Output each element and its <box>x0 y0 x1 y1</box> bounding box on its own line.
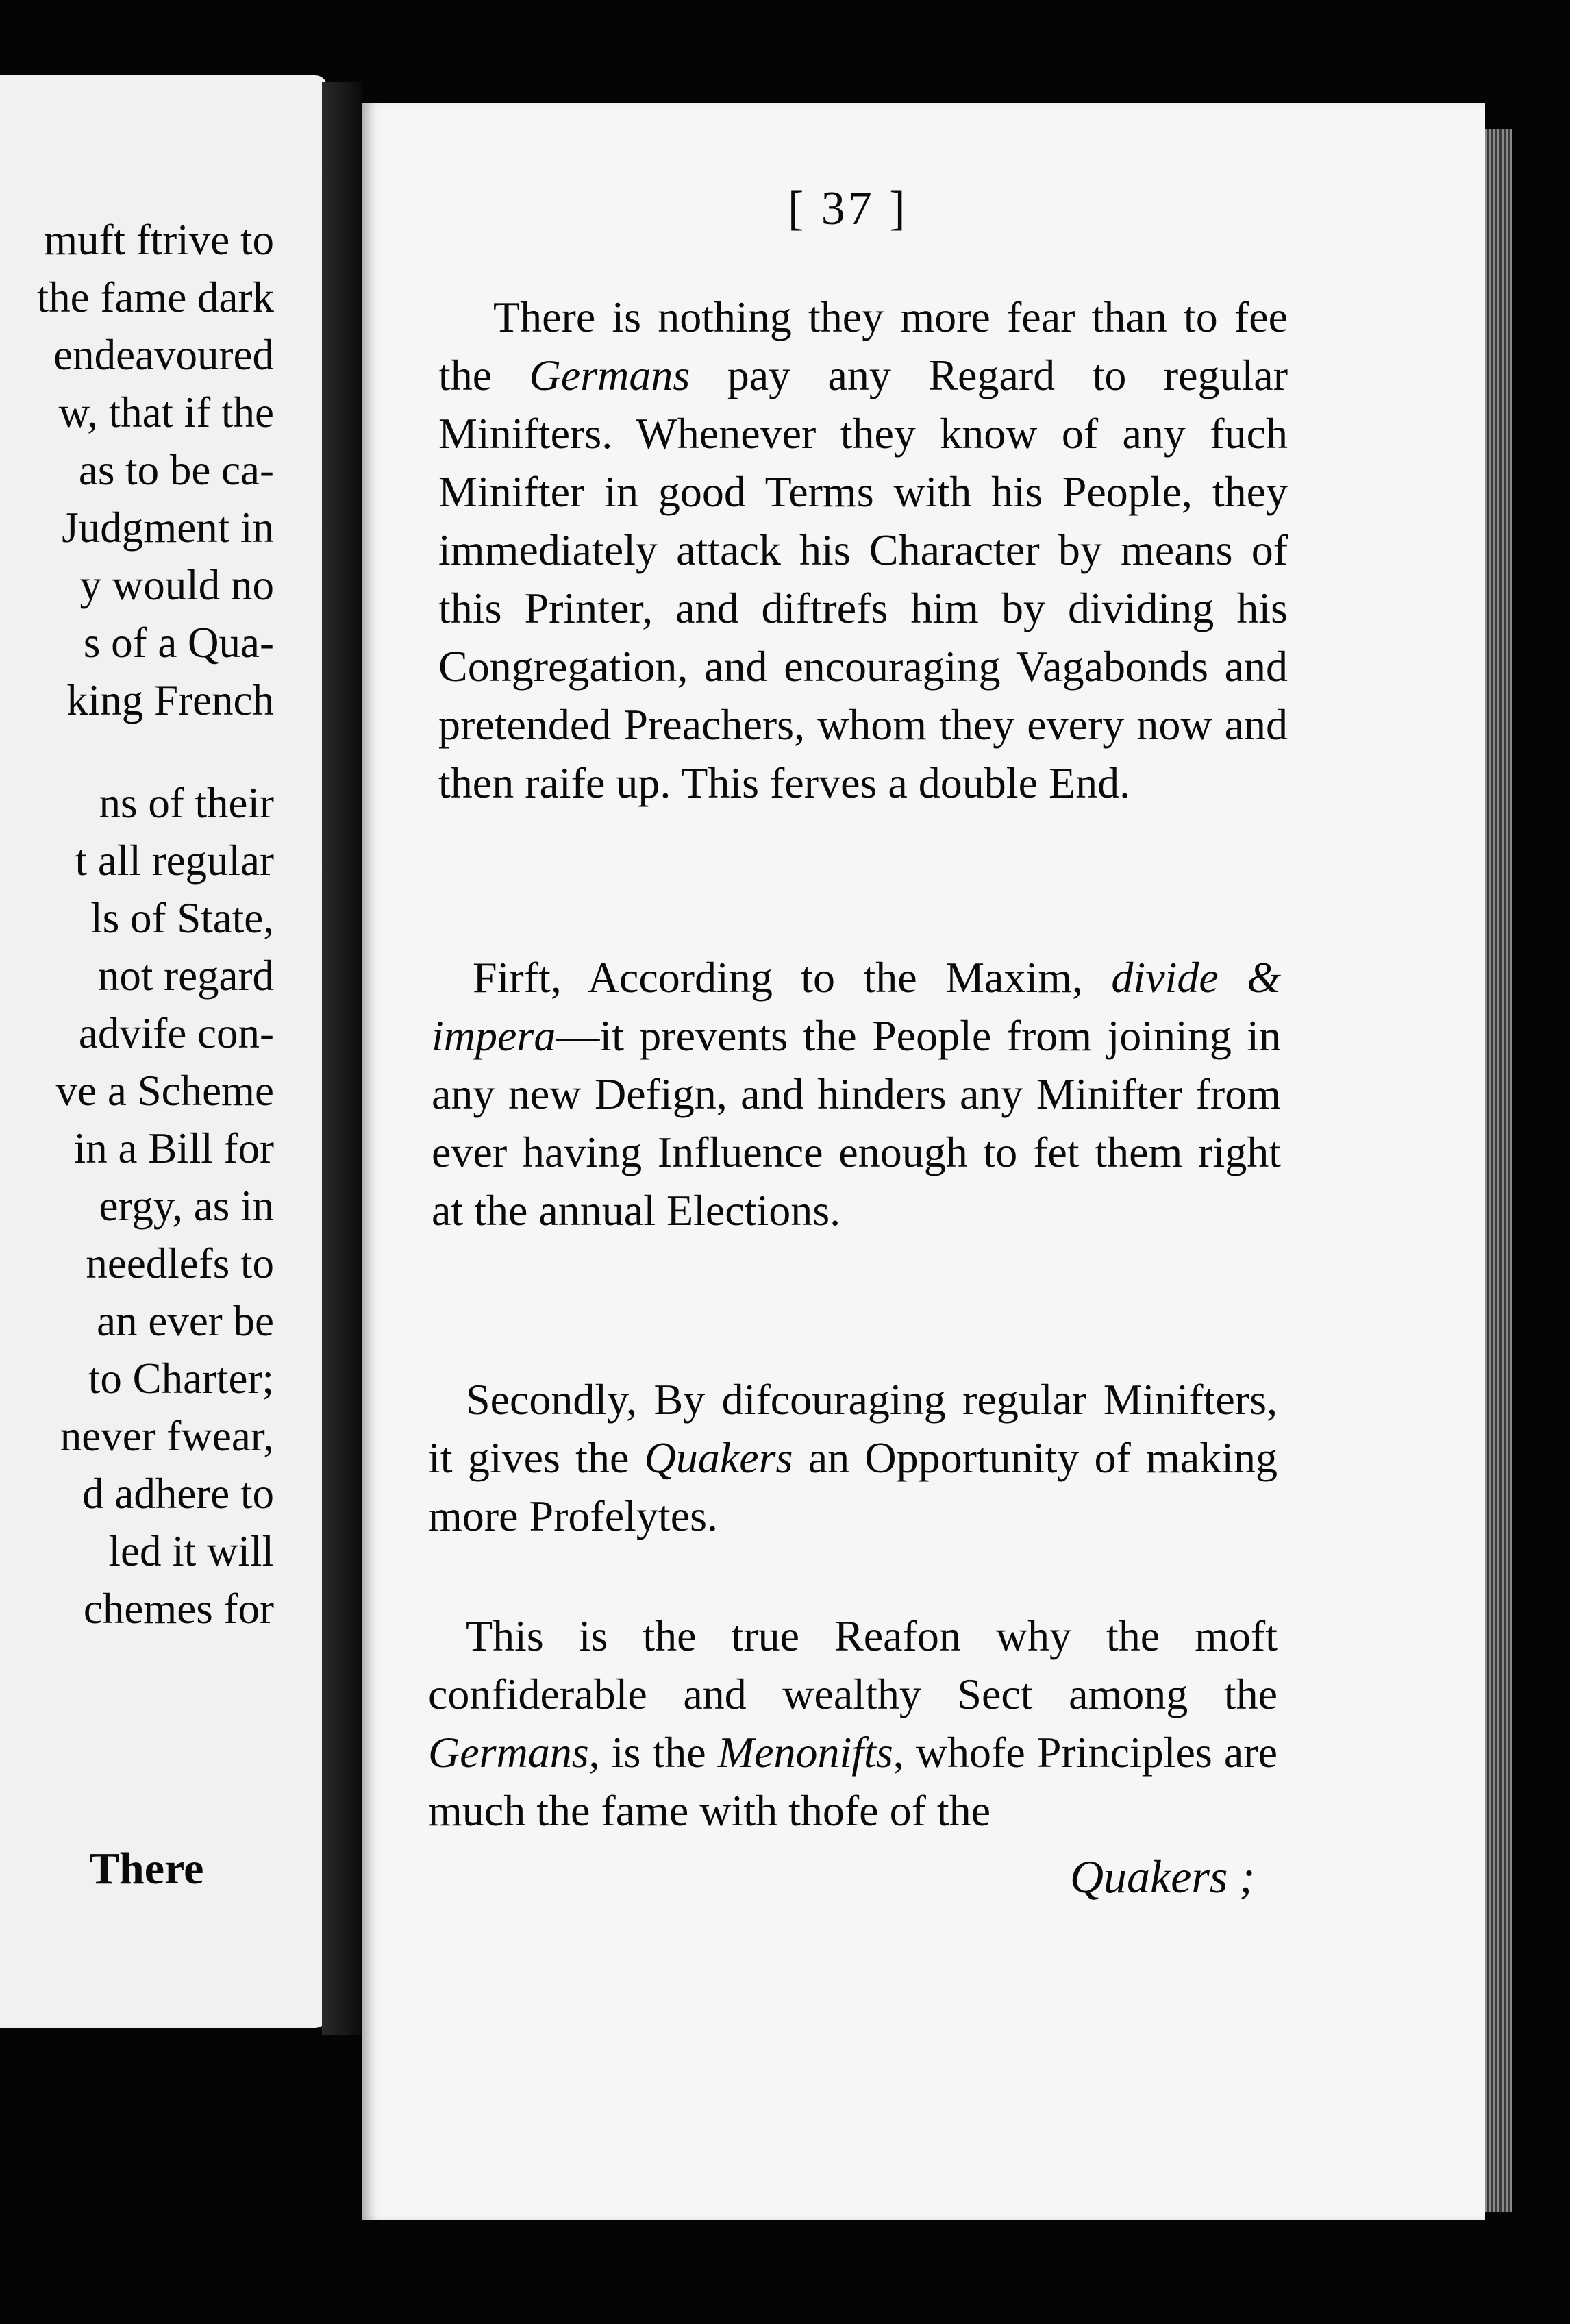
text-run: pay any Regard to regular Minifters. Whenever they know of any fuch Minifter in good Terms with his People, they immediately attack his Character by means of this Printer, and diftrefs him by dividing his Congregation, and encouraging Vagabonds and pretended Preachers, whom they every now and then raife up. This ferves a double End. <box>438 351 1288 807</box>
italic-run: divide & impera <box>432 953 1281 1060</box>
previous-page-line: advife con- <box>78 1009 274 1057</box>
previous-page-line: d adhere to <box>82 1470 274 1518</box>
text-run: —it prevents the People from joining in any new Defign, and hinders any Minifter from ever having Influence enough to fet them right at the annual Elections. <box>432 1011 1281 1235</box>
text-run: Secondly, By difcouraging regular Minifters, it gives the <box>428 1375 1278 1482</box>
previous-page-line: never fwear, <box>60 1412 274 1460</box>
paragraph-3 <box>428 1370 1278 1545</box>
book-gutter <box>322 82 362 2035</box>
previous-page-line: as to be ca- <box>78 446 274 494</box>
previous-page-line: ls of State, <box>90 894 274 942</box>
previous-page-line: y would no <box>79 561 274 609</box>
text-run: There is nothing they more fear than to fee the <box>438 293 1288 399</box>
previous-page-line: king French <box>66 676 274 724</box>
previous-page-catchword: There <box>89 1844 204 1894</box>
previous-page-line: ve a Scheme <box>55 1067 274 1115</box>
text-run: , whofe Principles are much the fame with thofe of the <box>428 1728 1278 1835</box>
text-run: This is the true Reafon why the moft confiderable and wealthy Sect among the <box>428 1611 1278 1718</box>
previous-page-line: needlefs to <box>86 1239 274 1287</box>
italic-run: Quakers <box>644 1433 793 1482</box>
previous-page-line: s of a Qua- <box>83 619 274 667</box>
italic-run: Menonifts <box>717 1728 893 1777</box>
page-edges <box>1485 129 1512 2212</box>
previous-page-line: in a Bill for <box>73 1124 274 1172</box>
text-run: , is the <box>588 1728 718 1777</box>
previous-page-line: led it will <box>108 1527 274 1575</box>
previous-page-line: ns of their <box>99 779 274 827</box>
previous-page-line: chemes for <box>83 1585 274 1633</box>
previous-page-line: t all regular <box>75 837 274 885</box>
previous-page-line: muft ftrive to <box>44 216 274 264</box>
previous-page-line: ergy, as in <box>99 1182 274 1230</box>
paragraph-2 <box>432 948 1281 1239</box>
paragraph-1 <box>438 288 1288 812</box>
italic-run: Germans <box>428 1728 589 1777</box>
previous-page-line: Judgment in <box>62 504 274 552</box>
previous-page-line: an ever be <box>97 1297 274 1345</box>
previous-page-line: w, that if the <box>58 388 274 436</box>
previous-page-line: to Charter; <box>88 1355 274 1402</box>
page-catchword: Quakers ; <box>1069 1851 1255 1903</box>
italic-run: Germans <box>529 351 690 399</box>
text-run: Firft, According to the Maxim, <box>473 953 1112 1002</box>
previous-page-line: endeavoured <box>53 331 274 379</box>
page-number-header: [ 37 ] <box>788 182 908 235</box>
previous-page-line: not regard <box>97 952 274 1000</box>
previous-page-text <box>0 211 274 1637</box>
previous-page-line: the fame dark <box>36 273 274 321</box>
text-run: an Opportunity of making more Profelytes. <box>428 1433 1278 1540</box>
paragraph-4 <box>428 1607 1278 1840</box>
